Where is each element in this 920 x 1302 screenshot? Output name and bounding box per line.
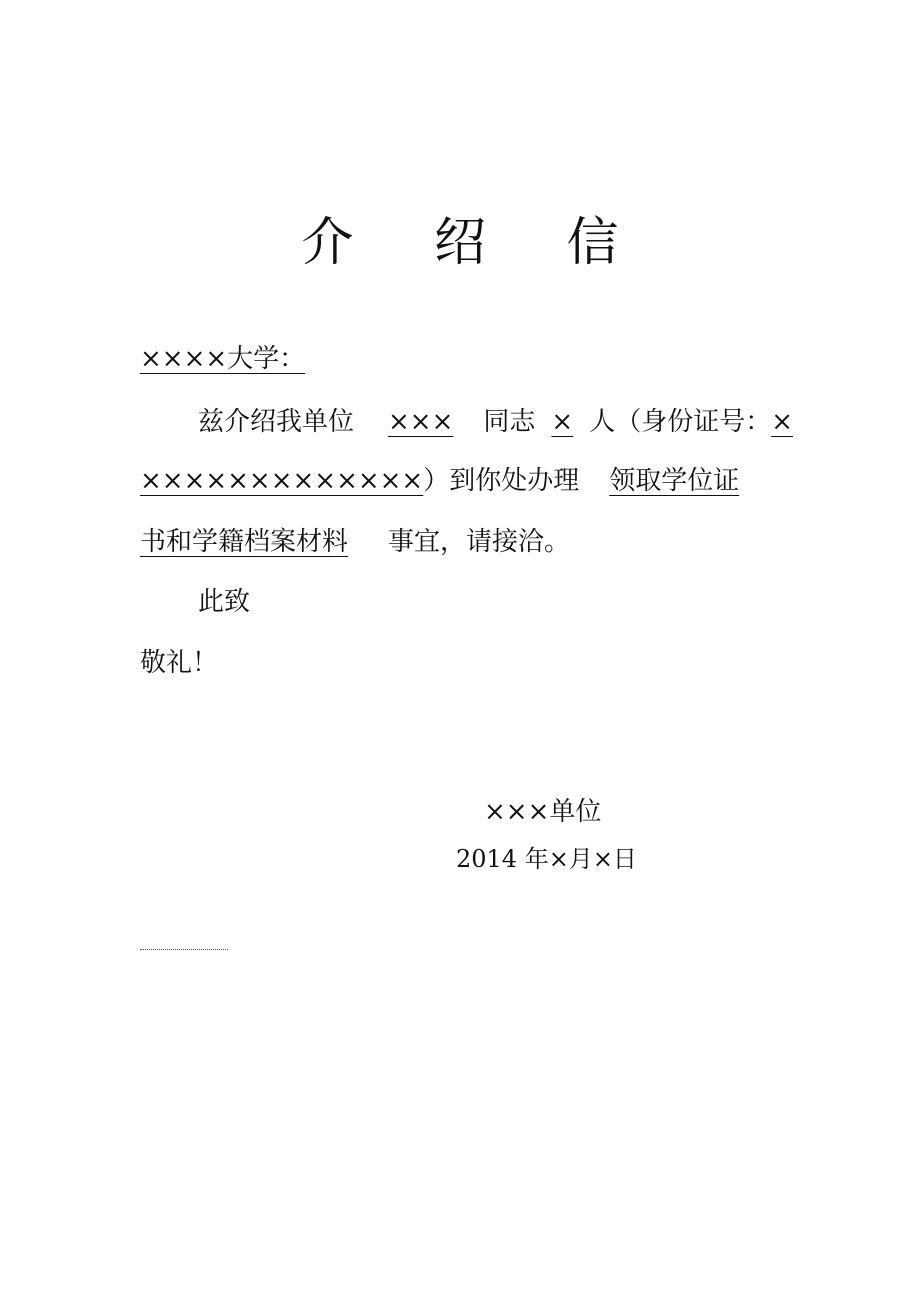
person-count: × <box>551 407 574 437</box>
recipient-line: ××××大学： <box>140 344 306 374</box>
letter-title: 介 绍 信 <box>301 213 651 273</box>
signature-unit: ×××单位 <box>484 797 602 827</box>
signature-date: 2014 年×月×日 <box>456 845 637 873</box>
closing-line: 此致 <box>198 587 251 617</box>
person-count-blank <box>535 407 589 437</box>
salutation-line: 敬礼！ <box>140 648 219 678</box>
matter-blank-start <box>579 466 739 496</box>
body-line-3 <box>140 525 570 559</box>
dotted-divider <box>140 949 228 950</box>
person-name-blank <box>354 407 483 437</box>
body-line-1 <box>198 405 793 439</box>
body-line-2 <box>140 464 739 498</box>
person-name: ××× <box>388 407 454 437</box>
body-mid-2: 人（身份证号： <box>589 407 772 437</box>
body-prefix: 兹介绍我单位 <box>198 407 355 437</box>
matter-text-start: 领取学位证 <box>609 466 740 496</box>
id-number-rest: ××××××××××××× <box>140 466 424 496</box>
body-suffix: 事宜，请接洽。 <box>388 527 571 557</box>
body-mid-3: ）到你处办理 <box>423 466 580 496</box>
matter-text-end: 书和学籍档案材料 <box>140 527 349 557</box>
id-number-start: × <box>771 407 793 437</box>
body-mid-1: 同志 <box>483 407 536 437</box>
matter-blank-end <box>140 527 388 557</box>
